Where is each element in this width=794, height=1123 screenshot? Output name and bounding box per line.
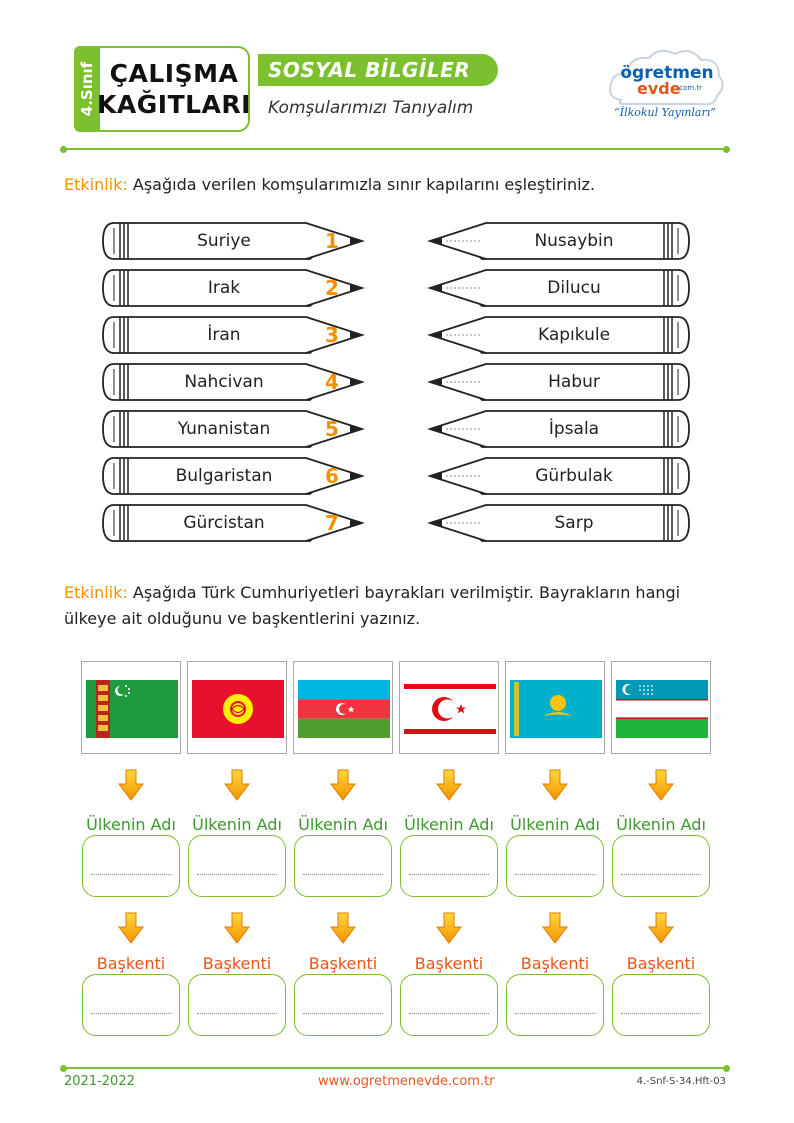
- country-name-label: Ülkenin Adı: [86, 815, 176, 834]
- divider-dot-left: [60, 146, 67, 153]
- activity2-text-line2: ülkeye ait olduğunu ve başkentlerini yazınız.: [64, 609, 421, 628]
- country-pencil[interactable]: [100, 455, 366, 497]
- country-name: Yunanistan: [177, 419, 271, 439]
- capital-label: Başkenti: [96, 954, 166, 973]
- kyrgyzstan-flag-card: [187, 661, 287, 754]
- country-pencil[interactable]: [100, 220, 366, 262]
- country-name: Irak: [207, 278, 241, 298]
- azerbaijan-flag-card: [293, 661, 393, 754]
- capital-answer-box[interactable]: [294, 974, 392, 1036]
- publisher-logo: [603, 42, 727, 132]
- down-arrow-icon: [436, 911, 462, 945]
- down-arrow-icon: [330, 768, 356, 802]
- down-arrow-icon: [542, 911, 568, 945]
- capital-label: Başkenti: [414, 954, 484, 973]
- grade-label: 4.Sınıf: [78, 61, 96, 117]
- topic-title: Komşularımızı Tanıyalım: [268, 98, 474, 118]
- gate-name: Habur: [548, 372, 600, 392]
- down-arrow-icon: [648, 768, 674, 802]
- turkmenistan-flag-card: [81, 661, 181, 754]
- gate-pencil[interactable]: [426, 502, 692, 544]
- country-answer-box[interactable]: [188, 835, 286, 897]
- divider-dot-right: [723, 146, 730, 153]
- country-number: 1: [325, 229, 339, 253]
- country-answer-box[interactable]: [294, 835, 392, 897]
- capital-answer-box[interactable]: [188, 974, 286, 1036]
- country-name: Suriye: [197, 231, 251, 251]
- country-number: 5: [325, 417, 339, 441]
- uzbekistan-flag-icon: [616, 680, 708, 738]
- footer-code: 4.-Snf-S-34.Hft-03: [636, 1076, 726, 1087]
- country-name-label: Ülkenin Adı: [298, 815, 388, 834]
- country-name: Gürcistan: [183, 513, 265, 533]
- down-arrow-icon: [330, 911, 356, 945]
- country-pencil[interactable]: [100, 408, 366, 450]
- logo-tagline: “İlkokul Yayınları”: [614, 106, 716, 119]
- country-name: İran: [207, 325, 241, 345]
- country-number: 6: [325, 464, 339, 488]
- country-name-label: Ülkenin Adı: [404, 815, 494, 834]
- title-line-1: ÇALIŞMA: [109, 59, 239, 88]
- country-answer-box[interactable]: [400, 835, 498, 897]
- gate-name: İpsala: [548, 419, 600, 439]
- footer-dot-left: [60, 1065, 67, 1072]
- title-line-2: KAĞITLARI: [97, 90, 251, 119]
- country-name-label: Ülkenin Adı: [192, 815, 282, 834]
- country-number: 3: [325, 323, 339, 347]
- logo-text-1: ögretmen: [620, 63, 714, 83]
- azerbaijan-flag-icon: [298, 680, 390, 738]
- capital-label: Başkenti: [202, 954, 272, 973]
- subject-label: SOSYAL BİLGİLER: [268, 58, 471, 82]
- gate-pencil[interactable]: [426, 267, 692, 309]
- gate-name: Sarp: [554, 513, 594, 533]
- country-answer-box[interactable]: [612, 835, 710, 897]
- gate-name: Kapıkule: [537, 325, 611, 345]
- capital-answer-box[interactable]: [506, 974, 604, 1036]
- country-name: Nahcivan: [184, 372, 264, 392]
- country-pencil[interactable]: [100, 361, 366, 403]
- country-answer-box[interactable]: [506, 835, 604, 897]
- country-number: 2: [325, 276, 339, 300]
- country-pencil[interactable]: [100, 314, 366, 356]
- down-arrow-icon: [542, 768, 568, 802]
- down-arrow-icon: [224, 768, 250, 802]
- trnc-flag-icon: [404, 680, 496, 738]
- kazakhstan-flag-icon: [510, 680, 602, 738]
- country-name: Bulgaristan: [175, 466, 273, 486]
- subject-bar: [258, 54, 498, 86]
- turkmenistan-flag-icon: [86, 680, 178, 738]
- worksheet-title: [97, 46, 251, 132]
- footer-dot-right: [723, 1065, 730, 1072]
- activity1-label: Etkinlik:: [64, 175, 128, 194]
- gate-pencil[interactable]: [426, 220, 692, 262]
- gate-pencil[interactable]: [426, 408, 692, 450]
- capital-label: Başkenti: [520, 954, 590, 973]
- down-arrow-icon: [118, 911, 144, 945]
- header-divider: [64, 148, 726, 150]
- activity1-text: Aşağıda verilen komşularımızla sınır kapılarını eşleştiriniz.: [132, 175, 596, 194]
- footer-years: 2021-2022: [64, 1074, 135, 1089]
- down-arrow-icon: [436, 768, 462, 802]
- activity1-instruction: [64, 172, 595, 198]
- activity2-instruction: [64, 580, 744, 632]
- country-number: 7: [325, 511, 339, 535]
- activity2-label: Etkinlik:: [64, 583, 128, 602]
- capital-answer-box[interactable]: [612, 974, 710, 1036]
- footer-divider: [64, 1067, 726, 1069]
- down-arrow-icon: [224, 911, 250, 945]
- capital-label: Başkenti: [626, 954, 696, 973]
- gate-pencil[interactable]: [426, 455, 692, 497]
- country-name-label: Ülkenin Adı: [616, 815, 706, 834]
- down-arrow-icon: [648, 911, 674, 945]
- country-pencil[interactable]: [100, 502, 366, 544]
- gate-name: Gürbulak: [535, 466, 613, 486]
- uzbekistan-flag-card: [611, 661, 711, 754]
- kazakhstan-flag-card: [505, 661, 605, 754]
- gate-pencil[interactable]: [426, 361, 692, 403]
- country-name-label: Ülkenin Adı: [510, 815, 600, 834]
- gate-name: Dilucu: [547, 278, 601, 298]
- country-answer-box[interactable]: [82, 835, 180, 897]
- gate-name: Nusaybin: [534, 231, 614, 251]
- trnc-flag-card: [399, 661, 499, 754]
- activity2-text-line1: Aşağıda Türk Cumhuriyetleri bayrakları verilmiştir. Bayrakların hangi: [132, 583, 681, 602]
- capital-label: Başkenti: [308, 954, 378, 973]
- country-number: 4: [325, 370, 339, 394]
- logo-text-2: evde: [637, 79, 681, 98]
- capital-answer-box[interactable]: [400, 974, 498, 1036]
- footer-website[interactable]: www.ogretmenevde.com.tr: [318, 1074, 495, 1089]
- logo-domain: .com.tr: [677, 84, 703, 92]
- country-pencil[interactable]: [100, 267, 366, 309]
- kyrgyzstan-flag-icon: [192, 680, 284, 738]
- gate-pencil[interactable]: [426, 314, 692, 356]
- down-arrow-icon: [118, 768, 144, 802]
- capital-answer-box[interactable]: [82, 974, 180, 1036]
